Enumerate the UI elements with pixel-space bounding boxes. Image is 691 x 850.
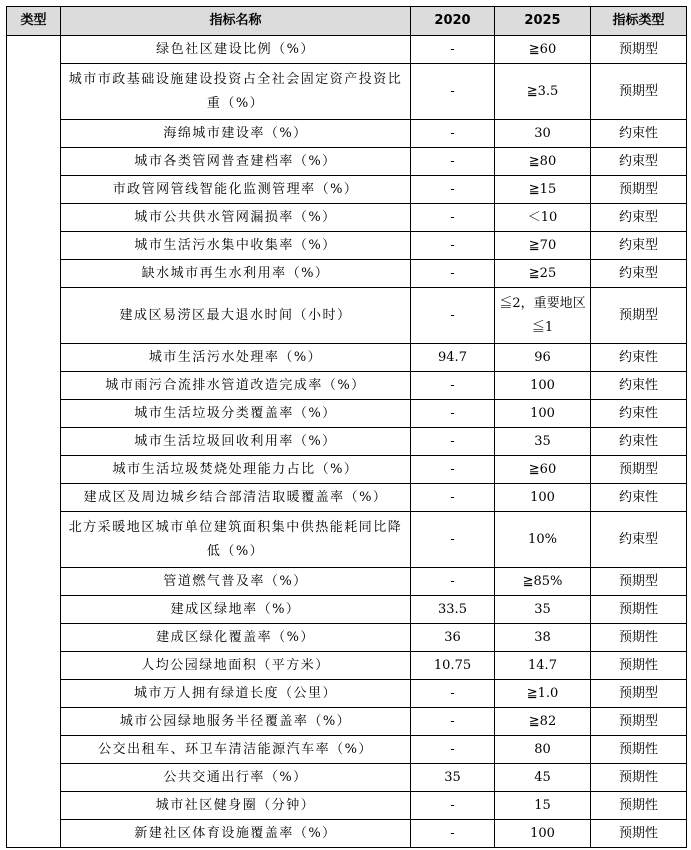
value-2020: -	[411, 484, 495, 512]
value-2020: -	[411, 792, 495, 820]
value-2025: ≧80	[495, 148, 591, 176]
indicator-name: 管道燃气普及率（%）	[61, 568, 411, 596]
header-2020: 2020	[411, 7, 495, 36]
value-2025: 100	[495, 484, 591, 512]
value-2020: -	[411, 428, 495, 456]
value-2020: -	[411, 372, 495, 400]
value-2025: ≧15	[495, 176, 591, 204]
indicator-type: 预期型	[591, 176, 687, 204]
table-row	[7, 64, 687, 120]
indicator-type: 约束性	[591, 400, 687, 428]
indicator-type: 预期型	[591, 708, 687, 736]
header-row	[7, 7, 687, 36]
value-2020: 35	[411, 764, 495, 792]
value-2020: -	[411, 400, 495, 428]
indicator-type: 约束性	[591, 428, 687, 456]
indicator-type: 预期性	[591, 820, 687, 848]
header-2025: 2025	[495, 7, 591, 36]
value-2025: 80	[495, 736, 591, 764]
indicator-type: 预期型	[591, 64, 687, 120]
indicator-type: 预期性	[591, 764, 687, 792]
indicator-type: 预期性	[591, 652, 687, 680]
value-2025: ≧1.0	[495, 680, 591, 708]
indicator-name: 城市生活垃圾焚烧处理能力占比（%）	[61, 456, 411, 484]
category-cell	[7, 36, 61, 848]
value-2025: ≧60	[495, 36, 591, 64]
value-2025: 100	[495, 820, 591, 848]
table-row	[7, 652, 687, 680]
indicator-name: 城市各类管网普查建档率（%）	[61, 148, 411, 176]
value-2020: -	[411, 512, 495, 568]
value-2025: 15	[495, 792, 591, 820]
table-row	[7, 428, 687, 456]
value-2020: -	[411, 64, 495, 120]
indicator-type: 预期型	[591, 36, 687, 64]
indicator-type: 预期型	[591, 680, 687, 708]
table-row	[7, 176, 687, 204]
value-2020: -	[411, 232, 495, 260]
table-row	[7, 456, 687, 484]
table-row	[7, 120, 687, 148]
value-2025: ≧60	[495, 456, 591, 484]
indicator-name: 缺水城市再生水利用率（%）	[61, 260, 411, 288]
value-2025: ＜10	[495, 204, 591, 232]
table-row	[7, 512, 687, 568]
value-2020: -	[411, 36, 495, 64]
header-indicator: 指标名称	[61, 7, 411, 36]
indicator-name: 城市生活污水处理率（%）	[61, 344, 411, 372]
table-row	[7, 736, 687, 764]
indicator-type: 预期性	[591, 596, 687, 624]
value-2020: -	[411, 204, 495, 232]
value-2025: ≧85%	[495, 568, 591, 596]
indicator-name: 人均公园绿地面积（平方米）	[61, 652, 411, 680]
value-2025: 35	[495, 428, 591, 456]
indicator-type: 预期型	[591, 456, 687, 484]
indicator-type: 约束性	[591, 372, 687, 400]
table-row	[7, 204, 687, 232]
indicator-type: 约束性	[591, 484, 687, 512]
table-row	[7, 568, 687, 596]
indicator-name: 城市生活污水集中收集率（%）	[61, 232, 411, 260]
indicator-type: 约束性	[591, 344, 687, 372]
indicator-type: 预期性	[591, 624, 687, 652]
value-2025: 45	[495, 764, 591, 792]
value-2020: -	[411, 708, 495, 736]
indicator-name: 城市社区健身圈（分钟）	[61, 792, 411, 820]
indicator-type: 约束型	[591, 260, 687, 288]
indicator-type: 预期型	[591, 288, 687, 344]
value-2020: 33.5	[411, 596, 495, 624]
table-row	[7, 260, 687, 288]
value-2020: -	[411, 260, 495, 288]
indicator-name: 绿色社区建设比例（%）	[61, 36, 411, 64]
value-2020: -	[411, 568, 495, 596]
table-row	[7, 624, 687, 652]
header-type: 指标类型	[591, 7, 687, 36]
value-2020: 10.75	[411, 652, 495, 680]
table-row	[7, 400, 687, 428]
value-2025: 30	[495, 120, 591, 148]
value-2020: -	[411, 820, 495, 848]
indicator-type: 约束型	[591, 204, 687, 232]
value-2025: ≧82	[495, 708, 591, 736]
indicator-name: 城市生活垃圾分类覆盖率（%）	[61, 400, 411, 428]
value-2020: -	[411, 148, 495, 176]
indicator-name: 公共交通出行率（%）	[61, 764, 411, 792]
indicator-type: 约束型	[591, 148, 687, 176]
value-2020: 94.7	[411, 344, 495, 372]
indicator-type: 约束型	[591, 232, 687, 260]
indicator-name: 城市市政基础设施建设投资占全社会固定资产投资比重（%）	[61, 64, 411, 120]
value-2020: -	[411, 736, 495, 764]
value-2020: -	[411, 680, 495, 708]
header-category: 类型	[7, 7, 61, 36]
table-row	[7, 596, 687, 624]
table-row	[7, 372, 687, 400]
value-2025: 38	[495, 624, 591, 652]
value-2025: 100	[495, 400, 591, 428]
indicator-name: 北方采暖地区城市单位建筑面积集中供热能耗同比降低（%）	[61, 512, 411, 568]
value-2020: -	[411, 288, 495, 344]
indicator-name: 城市雨污合流排水管道改造完成率（%）	[61, 372, 411, 400]
table-row	[7, 680, 687, 708]
value-2025: 35	[495, 596, 591, 624]
value-2025: 10%	[495, 512, 591, 568]
table-row	[7, 344, 687, 372]
indicator-name: 公交出租车、环卫车清洁能源汽车率（%）	[61, 736, 411, 764]
indicator-name: 市政管网管线智能化监测管理率（%）	[61, 176, 411, 204]
indicator-name: 城市公共供水管网漏损率（%）	[61, 204, 411, 232]
value-2020: -	[411, 120, 495, 148]
value-2025: ≧25	[495, 260, 591, 288]
table-row	[7, 820, 687, 848]
indicator-name: 建成区绿化覆盖率（%）	[61, 624, 411, 652]
value-2020: -	[411, 456, 495, 484]
table-row	[7, 792, 687, 820]
indicator-name: 城市公园绿地服务半径覆盖率（%）	[61, 708, 411, 736]
table-row	[7, 288, 687, 344]
indicator-name: 建成区绿地率（%）	[61, 596, 411, 624]
indicator-type: 预期性	[591, 736, 687, 764]
indicator-name: 建成区易涝区最大退水时间（小时）	[61, 288, 411, 344]
indicator-name: 城市生活垃圾回收利用率（%）	[61, 428, 411, 456]
value-2020: 36	[411, 624, 495, 652]
indicator-type: 约束型	[591, 512, 687, 568]
value-2025: 96	[495, 344, 591, 372]
indicator-type: 预期型	[591, 568, 687, 596]
indicator-name: 城市万人拥有绿道长度（公里）	[61, 680, 411, 708]
value-2025: 100	[495, 372, 591, 400]
indicator-type: 预期性	[591, 792, 687, 820]
table-row	[7, 232, 687, 260]
value-2025: ≧3.5	[495, 64, 591, 120]
indicator-type: 约束性	[591, 120, 687, 148]
table-row	[7, 708, 687, 736]
table-row	[7, 148, 687, 176]
indicator-table	[6, 6, 687, 848]
table-row	[7, 484, 687, 512]
value-2025: 14.7	[495, 652, 591, 680]
value-2025: ≧70	[495, 232, 591, 260]
table-row	[7, 36, 687, 64]
indicator-name: 新建社区体育设施覆盖率（%）	[61, 820, 411, 848]
indicator-name: 海绵城市建设率（%）	[61, 120, 411, 148]
indicator-name: 建成区及周边城乡结合部清洁取暖覆盖率（%）	[61, 484, 411, 512]
table-row	[7, 764, 687, 792]
value-2020: -	[411, 176, 495, 204]
value-2025: ≦2，重要地区≦1	[495, 288, 591, 344]
